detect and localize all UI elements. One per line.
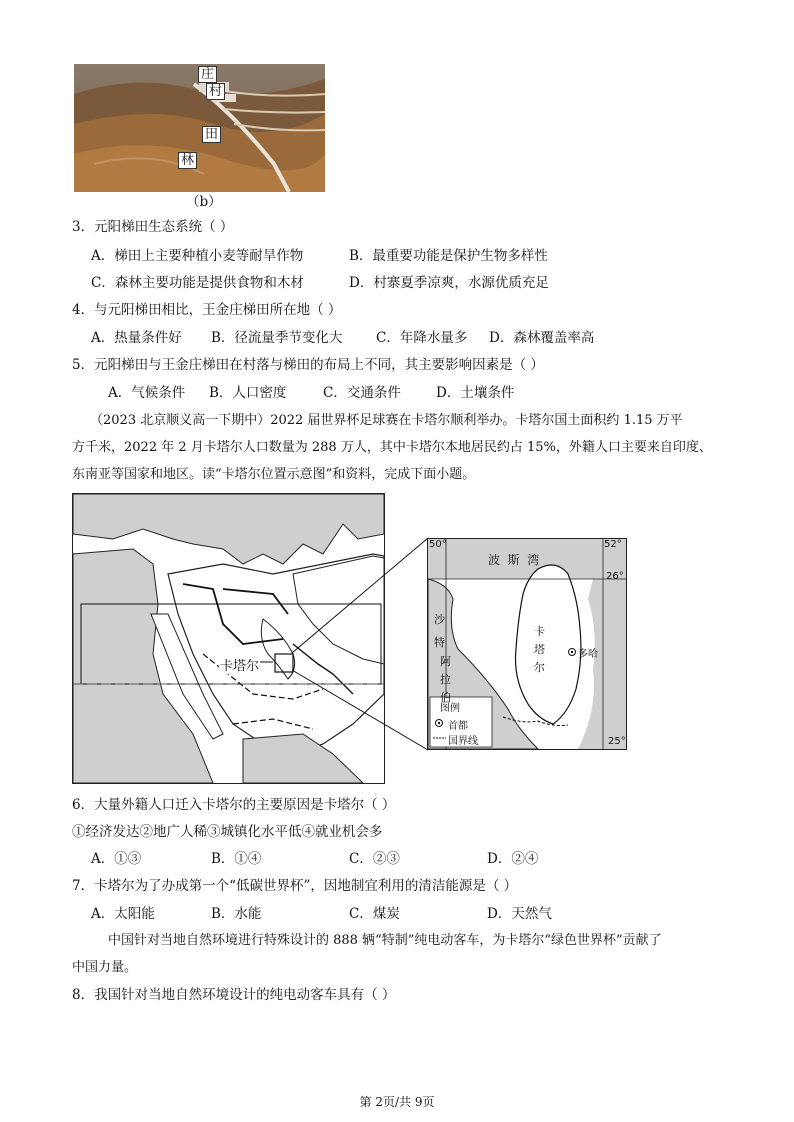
q3-option-a: A．梯田上主要种植小麦等耐旱作物 bbox=[91, 248, 304, 264]
q3-option-d: D．村寨夏季凉爽，水源优质充足 bbox=[349, 275, 549, 291]
passage2-line1: 中国针对当地自然环境进行特殊设计的 888 辆“特制”纯电动客车，为卡塔尔“绿色世界杯”贡献了 bbox=[108, 933, 662, 948]
legend-border: 国界线 bbox=[448, 736, 478, 747]
saudi-char-4: 拉 bbox=[440, 673, 451, 686]
q6-option-a: A．①③ bbox=[91, 851, 142, 867]
q7-stem: 7．卡塔尔为了办成第一个“低碳世界杯”，因地制宜利用的清洁能源是（ ） bbox=[72, 878, 518, 894]
passage1-line2: 方千米，2022 年 2 月卡塔尔人口数量为 288 万人，其中卡塔尔本地居民约占 15%，外籍人口主要来自印度、 bbox=[72, 440, 712, 455]
q4-option-c: C．年降水量多 bbox=[376, 330, 468, 346]
qatar-inset-map bbox=[427, 538, 627, 750]
passage1-line1: （2023 北京顺义高一下期中）2022 届世界杯足球赛在卡塔尔顺利举办。卡塔尔国土面积约 1.15 万平 bbox=[90, 413, 683, 428]
saudi-char-5: 伯 bbox=[440, 691, 451, 704]
passage2-line2: 中国力量。 bbox=[72, 960, 138, 975]
inset-lon-left: 50° bbox=[429, 539, 447, 550]
qatar-char-3: 尔 bbox=[534, 661, 545, 674]
q5-option-a: A．气候条件 bbox=[108, 385, 186, 401]
inset-lat-bottom: 25° bbox=[608, 736, 626, 747]
map-label-qatar: 卡塔尔 bbox=[219, 655, 260, 674]
q3-option-b: B．最重要功能是保护生物多样性 bbox=[349, 248, 548, 264]
legend-capital: 首都 bbox=[448, 721, 468, 732]
q7-option-d: D．天然气 bbox=[487, 906, 552, 922]
q6-options-line: ①经济发达②地广人稀③城镇化水平低④就业机会多 bbox=[72, 824, 383, 840]
photo-caption: （b） bbox=[186, 194, 222, 210]
q6-option-b: B．①④ bbox=[211, 851, 262, 867]
q4-stem: 4．与元阳梯田相比，王金庄梯田所在地（ ） bbox=[72, 302, 342, 318]
q6-option-d: D．②④ bbox=[487, 851, 539, 867]
saudi-char-2: 特 bbox=[434, 636, 445, 649]
passage1-line3: 东南亚等国家和地区。读“卡塔尔位置示意图”和资料，完成下面小题。 bbox=[72, 467, 476, 482]
q6-stem: 6．大量外籍人口迁入卡塔尔的主要原因是卡塔尔（ ） bbox=[72, 797, 396, 813]
qatar-char-1: 卡 bbox=[534, 625, 545, 638]
inset-lon-right: 52° bbox=[604, 539, 622, 550]
q7-option-b: B．水能 bbox=[211, 906, 262, 922]
q3-stem: 3．元阳梯田生态系统（ ） bbox=[72, 219, 234, 235]
photo-tag-cun: 村 bbox=[206, 83, 225, 100]
q4-option-d: D．森林覆盖率高 bbox=[489, 330, 595, 346]
inset-connector-lines bbox=[280, 535, 430, 755]
q5-option-c: C．交通条件 bbox=[323, 385, 401, 401]
q4-option-b: B．径流量季节变化大 bbox=[211, 330, 343, 346]
q7-option-a: A．太阳能 bbox=[91, 906, 155, 922]
terrace-photo bbox=[74, 64, 325, 192]
legend-title: 图例 bbox=[440, 703, 460, 714]
inset-lat-top: 26° bbox=[606, 571, 624, 582]
saudi-char-3: 阿 bbox=[440, 655, 451, 668]
q4-option-a: A．热量条件好 bbox=[91, 330, 182, 346]
q5-option-b: B．人口密度 bbox=[209, 385, 287, 401]
q5-option-d: D．土壤条件 bbox=[436, 385, 515, 401]
q7-option-c: C．煤炭 bbox=[349, 906, 400, 922]
page-footer: 第 2页/共 9页 bbox=[359, 1095, 435, 1109]
capital-label: 多哈 bbox=[578, 649, 598, 660]
q3-option-c: C．森林主要功能是提供食物和木材 bbox=[91, 275, 304, 291]
q6-option-c: C．②③ bbox=[349, 851, 400, 867]
gulf-name: 波 斯 湾 bbox=[488, 553, 540, 567]
photo-tag-zhuang: 庄 bbox=[198, 66, 217, 83]
photo-tag-lin: 林 bbox=[178, 152, 197, 169]
saudi-char-1: 沙 bbox=[434, 613, 445, 626]
q5-stem: 5．元阳梯田与王金庄梯田在村落与梯田的布局上不同，其主要影响因素是（ ） bbox=[72, 357, 544, 373]
terrace-photo-image bbox=[74, 64, 325, 192]
qatar-char-2: 塔 bbox=[534, 643, 545, 656]
q8-stem: 8．我国针对当地自然环境设计的纯电动客车具有（ ） bbox=[72, 987, 396, 1003]
photo-tag-tian: 田 bbox=[202, 126, 221, 143]
